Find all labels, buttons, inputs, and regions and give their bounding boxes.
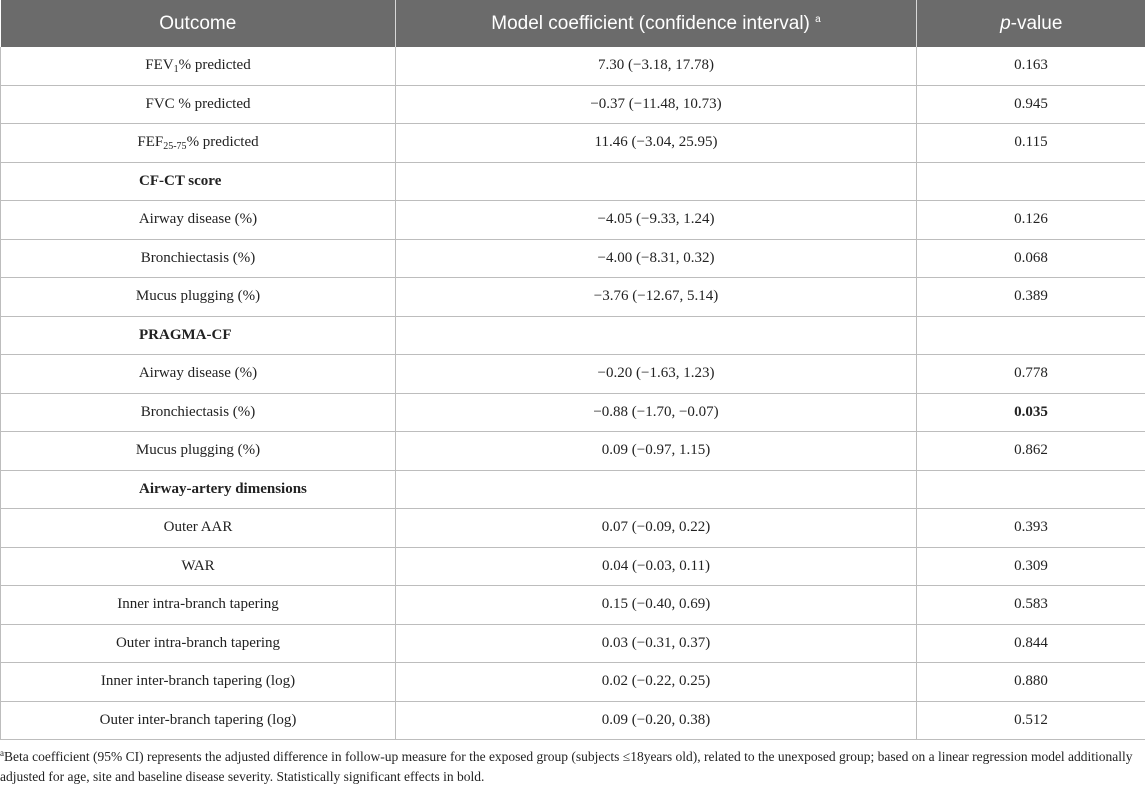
- table-row: [1, 509, 1145, 548]
- outcome-cell: Bronchiectasis (%): [1, 393, 396, 432]
- p-value: 0.389: [1014, 288, 1048, 304]
- section-label: Airway-artery dimensions: [1, 470, 396, 509]
- header-outcome: Outcome: [1, 0, 396, 47]
- table-row: [1, 47, 1145, 85]
- header-model-coefficient: [396, 0, 917, 47]
- table-row: [1, 586, 1145, 625]
- p-value-cell: [917, 85, 1145, 124]
- section-row: [1, 162, 1145, 201]
- header-coef-note: a: [815, 14, 821, 25]
- footnote-text: Beta coefficient (95% CI) represents the adjusted difference in follow-up measure for the exposed group (subjects ≤18years old), related to the unexposed group; based on a linear regression model additionally adjusted for age, site and baseline disease severity. Statistically significant effects in bold.: [0, 749, 1133, 784]
- table-row: [1, 663, 1145, 702]
- p-value: 0.126: [1014, 211, 1048, 227]
- p-value-cell: [917, 547, 1145, 586]
- outcome-cell: Outer AAR: [1, 509, 396, 548]
- coefficient-cell: −0.37 (−11.48, 10.73): [396, 85, 917, 124]
- p-value: 0.862: [1014, 442, 1048, 458]
- p-value: 0.163: [1014, 57, 1048, 73]
- coefficient-cell: −3.76 (−12.67, 5.14): [396, 278, 917, 317]
- outcome-cell: [1, 47, 396, 85]
- coefficient-cell: −0.88 (−1.70, −0.07): [396, 393, 917, 432]
- coefficient-cell: 7.30 (−3.18, 17.78): [396, 47, 917, 85]
- p-value: 0.035: [1014, 404, 1048, 420]
- table-row: [1, 278, 1145, 317]
- table-row: [1, 239, 1145, 278]
- coefficient-cell: 0.09 (−0.97, 1.15): [396, 432, 917, 471]
- section-label: CF-CT score: [1, 162, 396, 201]
- table-row: [1, 201, 1145, 240]
- p-value-cell: [917, 278, 1145, 317]
- header-p-value: [917, 0, 1145, 47]
- p-value-cell: [917, 47, 1145, 85]
- section-label: PRAGMA-CF: [1, 316, 396, 355]
- section-empty-cell: [917, 316, 1145, 355]
- coefficient-cell: −4.00 (−8.31, 0.32): [396, 239, 917, 278]
- p-value-cell: [917, 586, 1145, 625]
- outcome-cell: FVC % predicted: [1, 85, 396, 124]
- table-row: [1, 701, 1145, 740]
- coefficient-cell: 0.09 (−0.20, 0.38): [396, 701, 917, 740]
- section-empty-cell: [396, 162, 917, 201]
- p-value: 0.115: [1014, 134, 1047, 150]
- coefficient-cell: 0.15 (−0.40, 0.69): [396, 586, 917, 625]
- table-row: [1, 432, 1145, 471]
- table-row: [1, 624, 1145, 663]
- outcome-cell: Inner inter-branch tapering (log): [1, 663, 396, 702]
- p-value-cell: [917, 201, 1145, 240]
- header-p-italic: p: [1000, 13, 1011, 34]
- p-value-cell: [917, 663, 1145, 702]
- section-empty-cell: [396, 316, 917, 355]
- p-value: 0.309: [1014, 558, 1048, 574]
- section-empty-cell: [917, 470, 1145, 509]
- section-row: [1, 316, 1145, 355]
- table-footnote: [0, 747, 1140, 787]
- header-coef-label: Model coefficient (confidence interval): [491, 13, 810, 34]
- outcome-suffix: % predicted: [187, 134, 259, 150]
- coefficient-cell: 11.46 (−3.04, 25.95): [396, 124, 917, 163]
- header-p-rest: -value: [1011, 13, 1063, 34]
- p-value: 0.945: [1014, 96, 1048, 112]
- table-row: [1, 124, 1145, 163]
- p-value-cell: [917, 239, 1145, 278]
- outcome-cell: Outer inter-branch tapering (log): [1, 701, 396, 740]
- p-value-cell: [917, 124, 1145, 163]
- outcome-cell: WAR: [1, 547, 396, 586]
- p-value: 0.844: [1014, 635, 1048, 651]
- outcome-cell: Mucus plugging (%): [1, 278, 396, 317]
- coefficient-cell: −4.05 (−9.33, 1.24): [396, 201, 917, 240]
- table-row: [1, 393, 1145, 432]
- p-value: 0.583: [1014, 596, 1048, 612]
- table-row: [1, 355, 1145, 394]
- p-value-cell: [917, 624, 1145, 663]
- p-value-cell: [917, 432, 1145, 471]
- table-body: [1, 47, 1145, 740]
- outcome-cell: Airway disease (%): [1, 201, 396, 240]
- outcome-suffix: % predicted: [179, 57, 251, 73]
- coefficient-cell: 0.07 (−0.09, 0.22): [396, 509, 917, 548]
- coefficient-cell: 0.03 (−0.31, 0.37): [396, 624, 917, 663]
- p-value: 0.778: [1014, 365, 1048, 381]
- outcome-cell: Bronchiectasis (%): [1, 239, 396, 278]
- footnote-marker: a: [0, 748, 4, 758]
- section-empty-cell: [396, 470, 917, 509]
- p-value-cell: [917, 701, 1145, 740]
- outcome-cell: Airway disease (%): [1, 355, 396, 394]
- coefficient-cell: 0.04 (−0.03, 0.11): [396, 547, 917, 586]
- p-value: 0.880: [1014, 673, 1048, 689]
- outcome-cell: Inner intra-branch tapering: [1, 586, 396, 625]
- p-value: 0.068: [1014, 250, 1048, 266]
- outcome-subscript: 25-75: [163, 141, 186, 152]
- p-value-cell: [917, 393, 1145, 432]
- p-value-cell: [917, 355, 1145, 394]
- outcome-subscript: 1: [174, 64, 179, 75]
- p-value: 0.512: [1014, 712, 1048, 728]
- table-row: [1, 547, 1145, 586]
- outcome-cell: Outer intra-branch tapering: [1, 624, 396, 663]
- table-row: [1, 85, 1145, 124]
- coefficient-cell: 0.02 (−0.22, 0.25): [396, 663, 917, 702]
- table-header-row: [1, 0, 1145, 47]
- outcome-cell: Mucus plugging (%): [1, 432, 396, 471]
- section-row: [1, 470, 1145, 509]
- outcome-prefix: FEV: [145, 57, 173, 73]
- section-empty-cell: [917, 162, 1145, 201]
- p-value-cell: [917, 509, 1145, 548]
- outcome-cell: [1, 124, 396, 163]
- outcome-prefix: FEF: [137, 134, 163, 150]
- p-value: 0.393: [1014, 519, 1048, 535]
- coefficient-cell: −0.20 (−1.63, 1.23): [396, 355, 917, 394]
